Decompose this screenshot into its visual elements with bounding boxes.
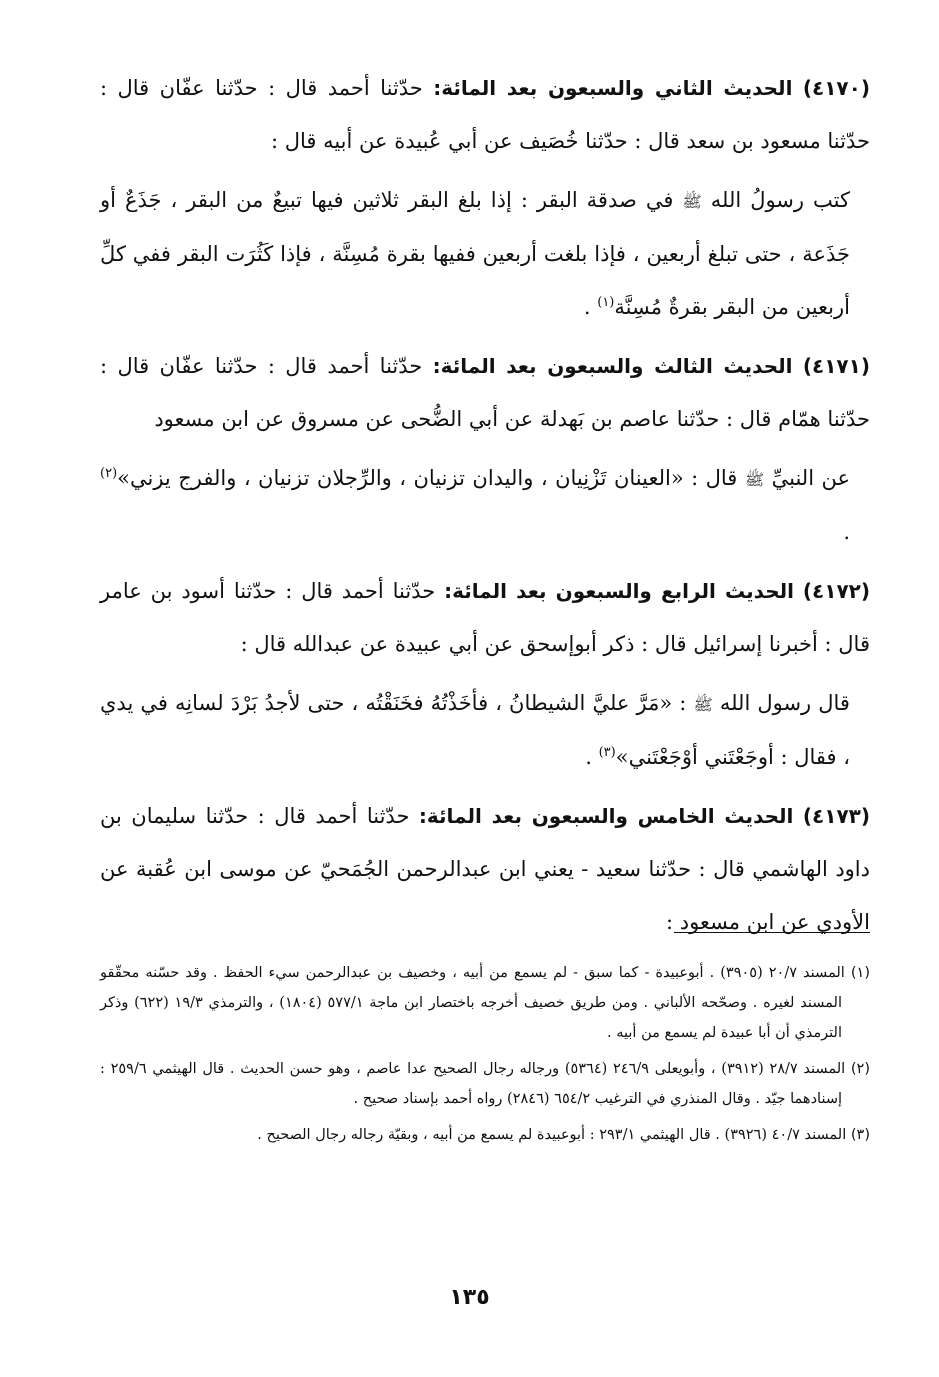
footnote-ref[interactable]: (١) [597,295,615,310]
footnote-ref[interactable]: (٢) [100,466,118,481]
hadith-title: الحديث الثاني والسبعون بعد المائة: [433,76,793,100]
hadith-text-end: . [843,520,850,544]
hadith-title: الحديث الثالث والسبعون بعد المائة: [432,354,793,378]
salutation-glyph: ﷺ [682,192,702,211]
footnote-ref[interactable]: (٣) [598,745,616,760]
main-text [100,62,870,955]
hadith-text-before: عن النبيِّ [771,466,851,490]
salutation-glyph: ﷺ [693,695,713,714]
hadith-text-before: كتب رسولُ الله [710,188,851,212]
hadith-number: (٤١٧١) [802,354,870,378]
hadith-text-after: في صدقة البقر : إذا بلغ البقر ثلاثين فيها تبيعٌ من البقر ، جَذَعٌ أو جَذَعة ، حتى تبلغ أربعين ، فإذا بلغت أربعين ففيها بقرة مُسِنَّة ، فإذا كَثُرَت البقر ففي كلِّ أربعين من البقر بقرةٌ مُسِنَّة [100,188,850,319]
hadith-title: الحديث الرابع والسبعون بعد المائة: [444,579,795,603]
footnote-separator [674,932,870,933]
hadith-text-before: قال رسول الله [719,691,850,715]
hadith-4173-heading [100,790,870,949]
hadith-isnad: حدّثنا أحمد قال : حدّثنا سليمان بن داود الهاشمي قال : حدّثنا سعيد - يعني ابن عبدالرحمن الجُمَحيّ عن موسى ابن عُقبة عن الأودي عن ابن مسعود : [100,804,870,934]
hadith-4171-text [100,452,870,559]
hadith-text-end: . [583,295,598,319]
footnote-number: (٢) [850,1061,870,1077]
hadith-isnad: حدّثنا أحمد قال : حدّثنا عفّان قال : حدّثنا همّام قال : حدّثنا عاصم بن بَهدلة عن أبي الضُّحى عن مسروق عن ابن مسعود [100,354,870,431]
footnote-number: (١) [850,965,870,981]
hadith-text-end: . [585,745,599,769]
hadith-4170-heading [100,62,870,168]
footnote-text: المسند ٢٠/٧ (٣٩٠٥) . أبوعبيدة - كما سبق - لم يسمع من أبيه ، وخصيف بن عبدالرحمن سيء الحفظ . وقد حسّنه محقّقو المسند لغيره . وصحّحه الألباني . ومن طريق خصيف أخرجه باختصار ابن ماجة ٥٧٧/١ (١٨٠٤) ، والترمذي ١٩/٣ (٦٢٢) وذكر الترمذي أن أبا عبيدة لم يسمع من أبيه . [100,965,845,1041]
footnote-number: (٣) [850,1127,870,1143]
hadith-4171-heading [100,340,870,446]
hadith-4172-heading [100,565,870,671]
salutation-glyph: ﷺ [744,470,765,489]
footnote-1 [100,958,870,1048]
footnote-text: المسند ٢٨/٧ (٣٩١٢) ، وأبويعلى ٢٤٦/٩ (٥٣٦٤) ورجاله رجال الصحيح عدا عاصم ، وهو حسن الحديث . قال الهيثمي ٢٥٩/٦ : إسنادهما جيّد . وقال المنذري في الترغيب ٦٥٤/٢ (٢٨٤٦) رواه أحمد بإسناد صحيح . [100,1061,846,1107]
hadith-text-after: قال : «العينان تَزْنِيان ، واليدان تزنيان ، والرِّجلان تزنيان ، والفرج يزني» [117,466,738,490]
page-number: ١٣٥ [449,1285,490,1310]
footnote-2 [100,1054,870,1114]
hadith-number: (٤١٧٢) [802,579,870,603]
hadith-number: (٤١٧٣) [802,804,870,828]
hadith-isnad: حدّثنا أحمد قال : حدّثنا أسود بن عامر قال : أخبرنا إسرائيل قال : ذكر أبوإسحق عن أبي عبيدة عن عبدالله قال : [100,579,870,656]
footnote-3 [100,1120,870,1150]
hadith-text-after: : «مَرَّ عليَّ الشيطانُ ، فأخَذْتُهُ فخَنَقْتُه ، حتى لأجدُ بَرْدَ لسانِه في يدي ، فقال : أوجَعْتَني أوْجَعْتَني» [100,691,850,769]
footnote-text: المسند ٤٠/٧ (٣٩٢٦) . قال الهيثمي ٢٩٣/١ : أبوعبيدة لم يسمع من أبيه ، وبقيّة رجاله رجال الصحيح . [257,1127,847,1143]
hadith-title: الحديث الخامس والسبعون بعد المائة: [418,804,794,828]
hadith-4172-text [100,677,870,784]
hadith-isnad: حدّثنا أحمد قال : حدّثنا عفّان قال : حدّثنا مسعود بن سعد قال : حدّثنا خُصَيف عن أبي عُبيدة عن أبيه قال : [100,76,870,153]
hadith-number: (٤١٧٠) [802,76,870,100]
hadith-4170-text [100,174,870,334]
footnotes [100,958,870,1156]
